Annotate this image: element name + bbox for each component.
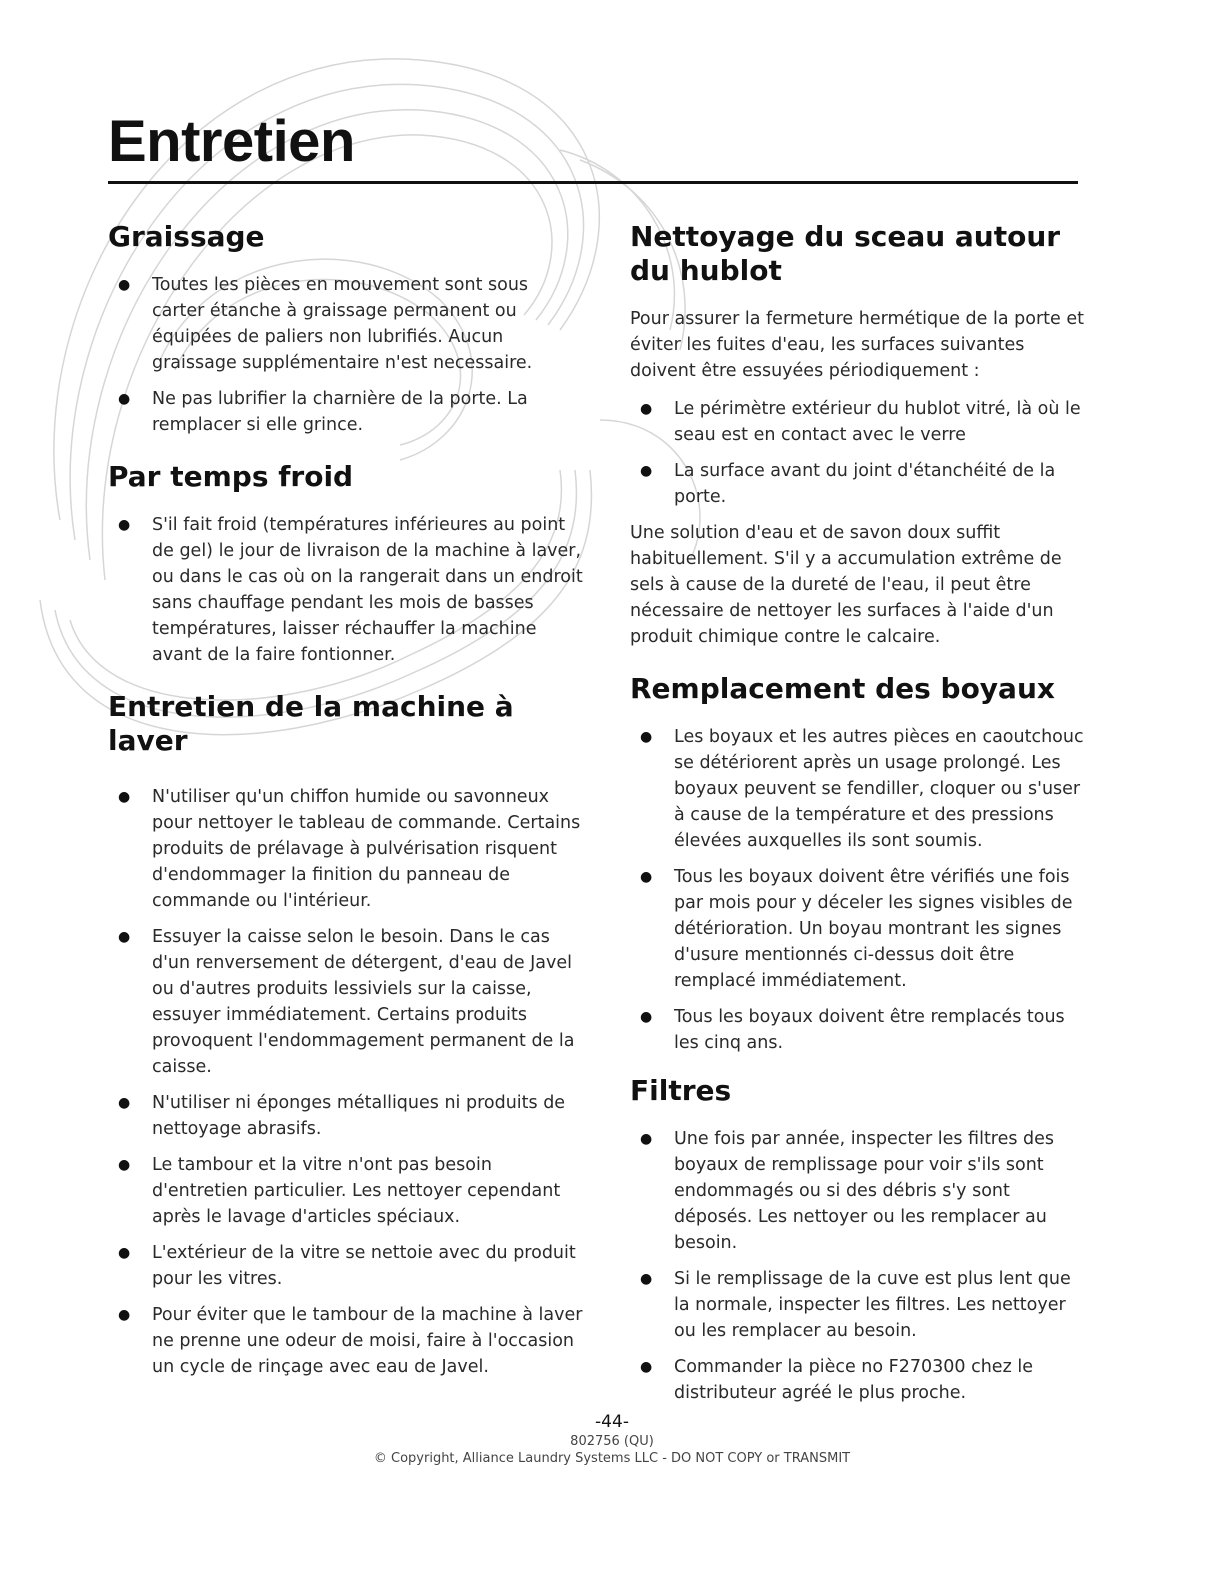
bullet-icon: ●: [640, 463, 653, 479]
bullet-list: [108, 272, 584, 438]
bullet-icon: ●: [640, 1009, 653, 1025]
bullet-icon: ●: [640, 401, 653, 417]
bullet-icon: ●: [118, 391, 131, 407]
section-heading: Par temps froid: [108, 460, 354, 493]
right-column: [630, 220, 1090, 1416]
list-item: ● Tous les boyaux doivent être remplacés tous les cinq ans.: [630, 1004, 1090, 1056]
list-item: ● Toutes les pièces en mouvement sont sous carter étanche à graissage permanent ou équipées de paliers non lubrifiés. Aucun graissage supplémentaire n'est necessaire.: [108, 272, 584, 376]
section-outro: Une solution d'eau et de savon doux suffit habituellement. S'il y a accumulation extrême de sels à cause de la dureté de l'eau, il peut être nécessaire de nettoyer les surfaces à l'aide d'un produit chimique contre le calcaire.: [630, 523, 1062, 647]
bullet-icon: ●: [118, 517, 131, 533]
list-item: ● Commander la pièce no F270300 chez le distributeur agréé le plus proche.: [630, 1354, 1090, 1406]
bullet-list: [630, 724, 1090, 1056]
section-heading: Remplacement des boyaux: [630, 672, 1055, 705]
bullet-icon: ●: [118, 1095, 131, 1111]
bullet-list: [108, 784, 584, 1380]
bullet-icon: ●: [640, 1359, 653, 1375]
list-item: ● Le périmètre extérieur du hublot vitré, là où le seau est en contact avec le verre: [630, 396, 1090, 448]
bullet-icon: ●: [640, 1131, 653, 1147]
list-item: ● La surface avant du joint d'étanchéité de la porte.: [630, 458, 1090, 510]
bullet-list: [630, 396, 1090, 510]
section-graissage: [108, 220, 584, 438]
page-number: -44-: [595, 1412, 629, 1432]
list-item: ● Si le remplissage de la cuve est plus lent que la normale, inspecter les filtres. Les nettoyer ou les remplacer au besoin.: [630, 1266, 1090, 1344]
bullet-icon: ●: [118, 789, 131, 805]
left-column: [108, 220, 584, 1390]
list-item: ● L'extérieur de la vitre se nettoie avec du produit pour les vitres.: [108, 1240, 584, 1292]
bullet-icon: ●: [118, 929, 131, 945]
section-heading: Filtres: [630, 1074, 732, 1107]
section-entretien-machine: [108, 690, 584, 1380]
list-item: ● Tous les boyaux doivent être vérifiés une fois par mois pour y déceler les signes visibles de détérioration. Un boyau montrant les signes d'usure mentionnés ci-dessus doit être remplacé immédiatement.: [630, 864, 1090, 994]
list-item: ● Ne pas lubrifier la charnière de la porte. La remplacer si elle grince.: [108, 386, 584, 438]
list-item: ● Une fois par année, inspecter les filtres des boyaux de remplissage pour voir s'ils sont endommagés ou si des débris s'y sont déposés. Les nettoyer ou les remplacer au besoin.: [630, 1126, 1090, 1256]
section-intro: Pour assurer la fermeture hermétique de la porte et éviter les fuites d'eau, les surfaces suivantes doivent être essuyées périodiquement :: [630, 309, 1084, 381]
page-title: Entretien: [108, 109, 355, 174]
bullet-list: [108, 512, 584, 668]
section-remplacement-boyaux: [630, 672, 1090, 1056]
copyright-notice: © Copyright, Alliance Laundry Systems LLC - DO NOT COPY or TRANSMIT: [373, 1451, 851, 1466]
list-item: ● Le tambour et la vitre n'ont pas besoin d'entretien particulier. Les nettoyer cependant après le lavage d'articles spéciaux.: [108, 1152, 584, 1230]
page-footer: [0, 1412, 1224, 1466]
list-item: ● N'utiliser qu'un chiffon humide ou savonneux pour nettoyer le tableau de commande. Certains produits de prélavage à pulvérisation risquent d'endommager la finition du panneau de commande ou l'intérieur.: [108, 784, 584, 914]
bullet-icon: ●: [118, 1245, 131, 1261]
section-heading: Graissage: [108, 220, 265, 253]
section-heading: Entretien de la machine à laver: [108, 690, 514, 757]
section-heading: Nettoyage du sceau autour du hublot: [630, 220, 1061, 287]
document-code: 802756 (QU): [570, 1434, 654, 1449]
list-item: ● N'utiliser ni éponges métalliques ni produits de nettoyage abrasifs.: [108, 1090, 584, 1142]
bullet-icon: ●: [118, 277, 131, 293]
bullet-icon: ●: [118, 1157, 131, 1173]
list-item: ● S'il fait froid (températures inférieures au point de gel) le jour de livraison de la machine à laver, ou dans le cas où on la rangerait dans un endroit sans chauffage pendant les mois de basses températures, laisser réchauffer la machine avant de la faire fontionner.: [108, 512, 584, 668]
section-filtres: [630, 1074, 1090, 1406]
list-item: ● Essuyer la caisse selon le besoin. Dans le cas d'un renversement de détergent, d'eau de Javel ou d'autres produits lessiviels sur la caisse, essuyer immédiatement. Certains produits provoquent l'endommagement permanent de la caisse.: [108, 924, 584, 1080]
bullet-icon: ●: [118, 1307, 131, 1323]
bullet-icon: ●: [640, 1271, 653, 1287]
section-nettoyage-sceau: [630, 220, 1090, 650]
bullet-icon: ●: [640, 869, 653, 885]
bullet-list: [630, 1126, 1090, 1406]
list-item: ● Pour éviter que le tambour de la machine à laver ne prenne une odeur de moisi, faire à l'occasion un cycle de rinçage avec eau de Javel.: [108, 1302, 584, 1380]
title-divider: [108, 181, 1078, 184]
bullet-icon: ●: [640, 729, 653, 745]
section-par-temps-froid: [108, 460, 584, 668]
list-item: ● Les boyaux et les autres pièces en caoutchouc se détériorent après un usage prolongé. Les boyaux peuvent se fendiller, cloquer ou s'user à cause de la température et des pressions élevées auxquelles ils sont soumis.: [630, 724, 1090, 854]
